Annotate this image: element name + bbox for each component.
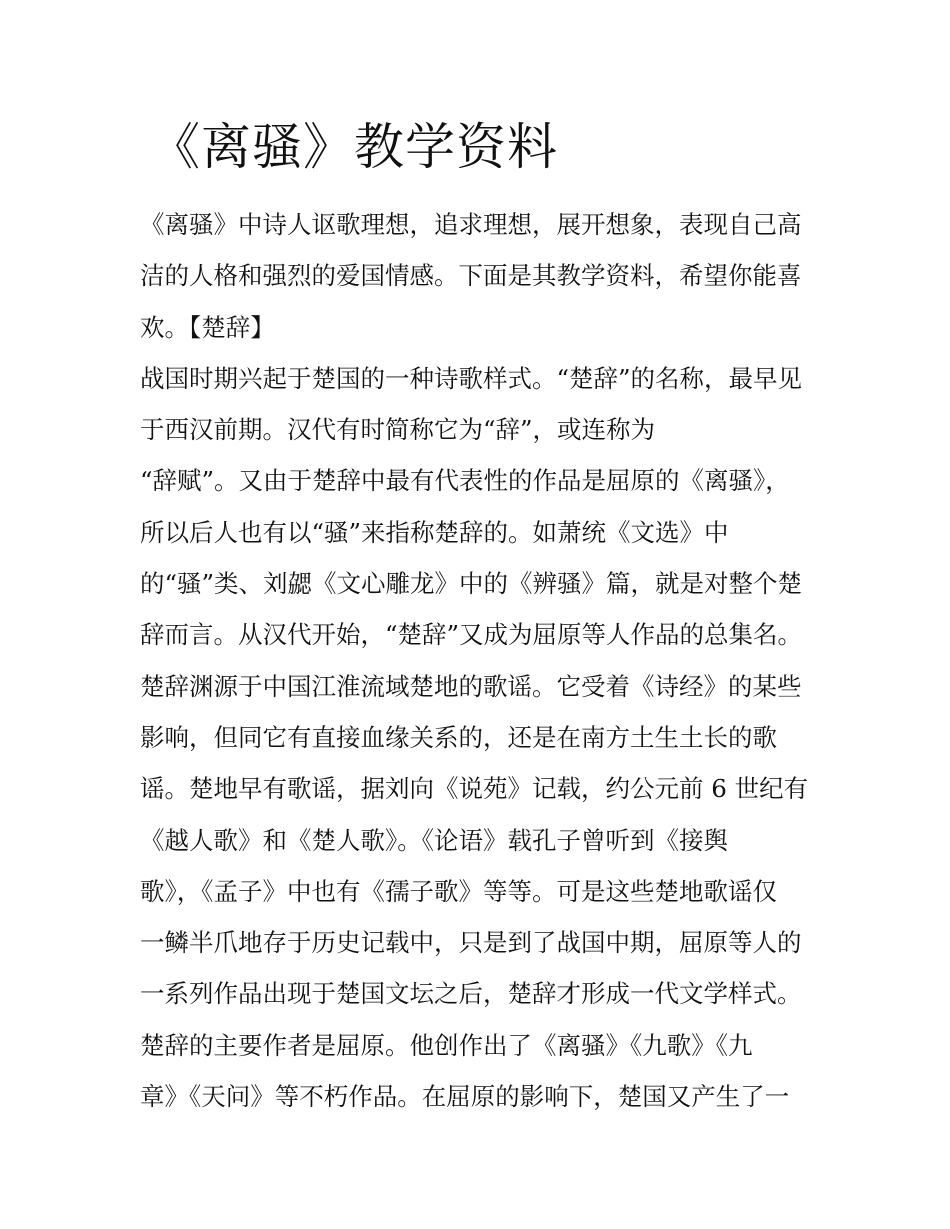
paragraph-line: 一系列作品出现于楚国文坛之后，楚辞才形成一代文学样式。: [140, 979, 802, 1009]
paragraph-line: 章》《天问》等不朽作品。在屈原的影响下，楚国又产生了一: [140, 1082, 790, 1112]
paragraph-line: 歌》，《孟子》中也有《孺子歌》等等。可是这些楚地歌谣仅: [140, 876, 777, 906]
paragraph-line: 一鳞半爪地存于历史记载中，只是到了战国中期，屈原等人的: [140, 928, 802, 958]
paragraph-line: 的“骚”类、刘勰《文心雕龙》中的《辨骚》篇，就是对整个楚: [140, 569, 803, 599]
paragraph-line: 洁的人格和强烈的爱国情感。下面是其教学资料，希望你能喜: [140, 261, 802, 291]
document-body: [140, 199, 830, 1122]
document-title: 《离骚》教学资料: [150, 118, 558, 176]
paragraph-line: 楚辞渊源于中国江淮流域楚地的歌谣。它受着《诗经》的某些: [140, 671, 802, 701]
paragraph-line: 所以后人也有以“骚”来指称楚辞的。如萧统《文选》中: [140, 517, 729, 547]
paragraph-line: “辞赋”。又由于楚辞中最有代表性的作品是屈原的《离骚》，: [140, 466, 790, 496]
paragraph-line: 欢。【楚辞】: [140, 312, 275, 342]
paragraph-line: 影响，但同它有直接血缘关系的，还是在南方土生土长的歌: [140, 722, 777, 752]
paragraph-line: 于西汉前期。汉代有时简称它为“辞”，或连称为: [140, 415, 656, 445]
paragraph-line: 《越人歌》和《楚人歌》。《论语》载孔子曾听到《接舆: [140, 825, 728, 855]
paragraph-line: 战国时期兴起于楚国的一种诗歌样式。“楚辞”的名称，最早见: [140, 363, 803, 393]
paragraph-line: 谣。楚地早有歌谣，据刘向《说苑》记载，约公元前 6 世纪有: [140, 774, 809, 804]
paragraph-line: 《离骚》中诗人讴歌理想，追求理想，展开想象，表现自己高: [140, 210, 802, 239]
paragraph-line: 楚辞的主要作者是屈原。他创作出了《离骚》《九歌》《九: [140, 1030, 753, 1060]
paragraph-line: 辞而言。从汉代开始，“楚辞”又成为屈原等人作品的总集名。: [140, 620, 803, 650]
